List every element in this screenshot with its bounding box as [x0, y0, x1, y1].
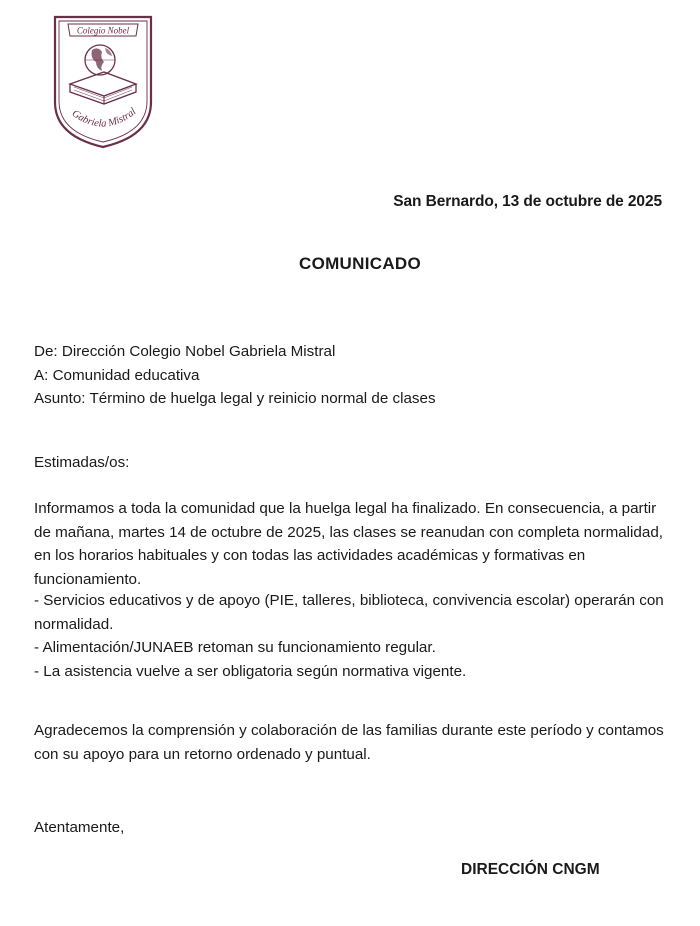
globe-icon — [85, 45, 115, 75]
book-icon — [70, 72, 136, 104]
school-crest-logo — [52, 14, 154, 150]
list-item: - La asistencia vuelve a ser obligatoria según normativa vigente. — [34, 662, 467, 680]
list-item: - Servicios educativos y de apoyo (PIE, talleres, biblioteca, convivencia escolar) operarán con normalidad. — [34, 592, 664, 633]
greeting: Estimadas/os: — [34, 454, 130, 471]
memo-to: A: Comunidad educativa — [34, 366, 200, 384]
memo-subject: Asunto: Término de huelga legal y reinicio normal de clases — [34, 390, 436, 407]
memo-header — [34, 340, 674, 411]
bullet-list — [34, 589, 674, 683]
intro-paragraph: Informamos a toda la comunidad que la huelga legal ha finalizado. En consecuencia, a partir de mañana, martes 14 de octubre de 2025, las clases se reanudan con completa normalidad, en los horarios habituales y con todas las actividades académicas y formativas en funcionamiento. — [34, 500, 663, 588]
list-item: - Alimentación/JUNAEB retoman su funcionamiento regular. — [34, 639, 436, 656]
signature: DIRECCIÓN CNGM — [461, 861, 600, 878]
date-line: San Bernardo, 13 de octubre de 2025 — [393, 193, 662, 210]
svg-text:Gabriela Mistral: Gabriela Mistral — [69, 106, 139, 130]
thanks-paragraph: Agradecemos la comprensión y colaboración de las familias durante este período y contamos con su apoyo para un retorno ordenado y puntual. — [34, 722, 664, 763]
page-title: COMUNICADO — [299, 254, 421, 273]
closing-line: Atentamente, — [34, 819, 125, 836]
svg-text:Colegio Nobel: Colegio Nobel — [76, 25, 130, 36]
memo-from: De: Dirección Colegio Nobel Gabriela Mistral — [34, 343, 336, 360]
